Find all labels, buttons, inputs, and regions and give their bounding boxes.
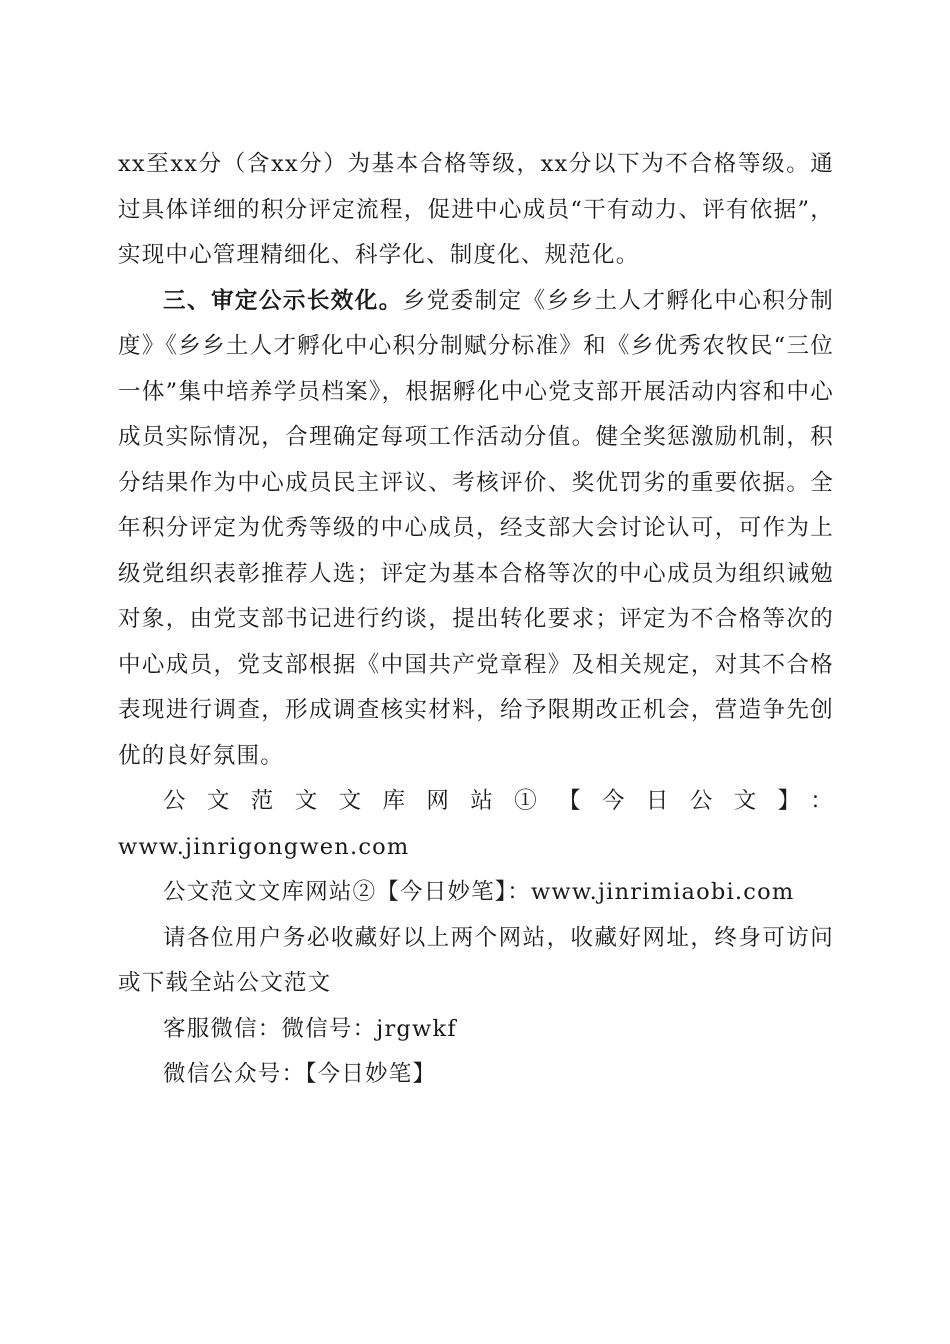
document-body (118, 142, 834, 1098)
paragraph-section-3 (118, 279, 834, 780)
site-1-label: 公文范文文库网站①【今日公文】： (163, 788, 834, 814)
customer-service-wechat: 客服微信：微信号：jrgwkf (163, 1015, 457, 1042)
bookmark-reminder: 请各位用户务必收藏好以上两个网站，收藏好网址，终身可访问或下载全站公文范文 (118, 924, 834, 996)
site-1-url: www.jinrigongwen.com (118, 833, 410, 860)
paragraph-scoring-levels: xx至xx分（含xx分）为基本合格等级，xx分以下为不合格等级。通过具体详细的积分评定流程，促进中心成员“干有动力、评有依据”，实现中心管理精细化、科学化、制度化、规范化。 (118, 151, 834, 268)
site-2-line: 公文范文文库网站②【今日妙笔】：www.jinrimiaobi.com (163, 879, 795, 905)
wechat-public-account: 微信公众号：【今日妙笔】 (163, 1061, 437, 1087)
section-3-text: 乡党委制定《乡乡土人才孵化中心积分制度》《乡乡土人才孵化中心积分制赋分标准》和《乡优秀农牧民“三位一体”集中培养学员档案》，根据孵化中心党支部开展活动内容和中心成员实际情况，合理确定每项工作活动分值。健全奖惩激励机制，积分结果作为中心成员民主评议、考核评价、奖优罚劣的重要依据。全年积分评定为优秀等级的中心成员，经支部大会讨论认可，可作为上级党组织表彰推荐人选；评定为基本合格等次的中心成员为组织诫勉对象，由党支部书记进行约谈，提出转化要求；评定为不合格等次的中心成员，党支部根据《中国共产党章程》及相关规定，对其不合格表现进行调查，形成调查核实材料，给予限期改正机会，营造争先创优的良好氛围。 (118, 287, 834, 769)
section-3-heading: 三、审定公示长效化。 (163, 287, 403, 314)
